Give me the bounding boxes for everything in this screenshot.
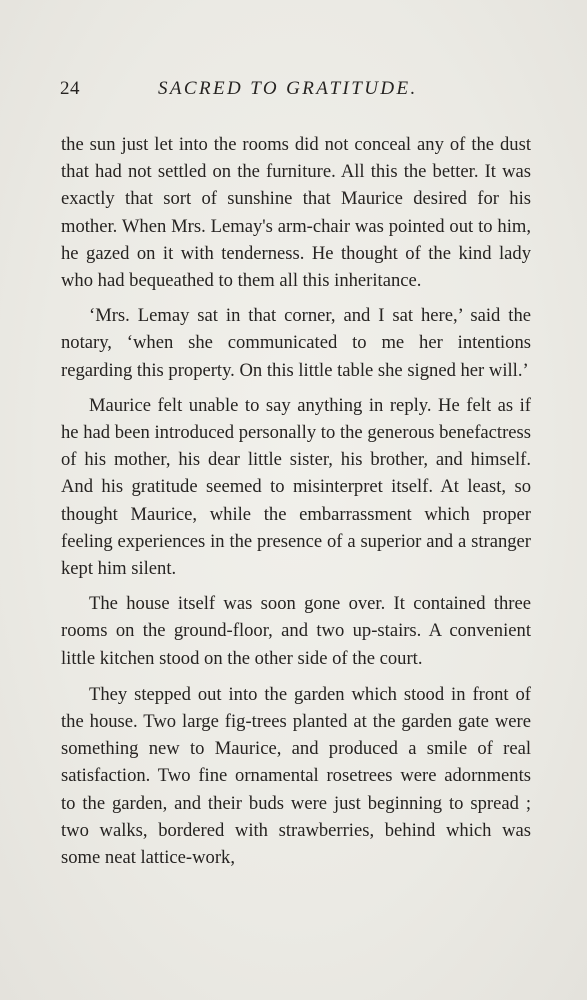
paragraph-5: They stepped out into the garden which stood in front of the house. Two large fig-trees planted at the garden gate were something new to Maurice, and produced a smile of real satisfaction. Two fine ornamental rosetrees were adornments to the garden, and their buds were just beginning to spread ; two walks, bordered with strawberries, behind which was some neat lattice-work, xyxy=(61,683,531,869)
paragraph-4: The house itself was soon gone over. It contained three rooms on the ground-floor, and two up-stairs. A convenient little kitchen stood on the other side of the court. xyxy=(61,593,531,669)
body-text xyxy=(61,131,531,871)
paragraph-3: Maurice felt unable to say anything in reply. He felt as if he had been introduced personally to the generous benefactress of his mother, his dear little sister, his brother, and himself. And his gratitude seemed to misinterpret itself. At least, so thought Maurice, while the embarrassment which proper feeling experiences in the presence of a superior and a stranger kept him silent. xyxy=(61,394,531,580)
page-number: 24 xyxy=(60,78,80,99)
paragraph-2: ‘Mrs. Lemay sat in that corner, and I sat here,’ said the notary, ‘when she communicated to me her intentions regarding this property. On this little table she signed her will.’ xyxy=(61,305,531,381)
paragraph-1: the sun just let into the rooms did not conceal any of the dust that had not settled on the furniture. All this the better. It was exactly that sort of sunshine that Maurice desired for his mother. When Mrs. Lemay's arm-chair was pointed out to him, he gazed on it with tenderness. He thought of the kind lady who had bequeathed to them all this inheritance. xyxy=(61,134,531,292)
running-head: SACRED TO GRATITUDE. xyxy=(158,78,418,99)
page-header xyxy=(60,78,532,104)
